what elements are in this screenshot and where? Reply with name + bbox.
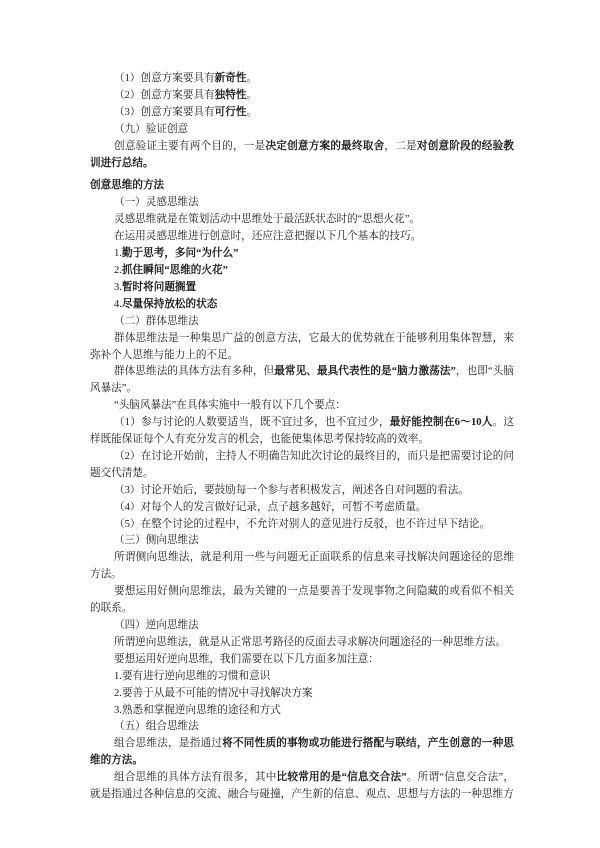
criterion-end: 。 [246,106,258,118]
body-paragraph: 灵感思维就是在策划活动中思维处于最活跃状态时的“思想火花”。 [114,214,421,226]
tip-item: 1.要有进行逆向思维的习惯和意识 [114,670,271,682]
tip-item [90,263,514,280]
verify-lead: 创意验证主要有两个目的，一是 [114,140,266,152]
section-heading: （九）验证创意 [114,123,189,135]
section-heading: （五）组合思维法 [114,721,199,733]
verify-goal-2: 对创意阶段的经验教训进行总结。 [90,140,515,169]
tip-text: 尽量保持放松的状态 [121,298,218,310]
body-paragraph: “头脑风暴法”在具体实施中一般有以下几个要点： [114,400,346,412]
criterion-end: 。 [246,89,258,101]
text-emphasis: 最好能控制在6～10人 [389,417,493,429]
body-paragraph: 所谓逆向思维法，就是从正常思考路径的反面去寻求解决问题途径的一种思维方法。 [114,636,506,648]
body-paragraph: 要想运用好逆向思维，我们需要在以下几方面多加注意： [114,653,379,665]
body-paragraph: 群体思维法是一种集思广益的创意方法，它最大的优势就在于能够利用集体智慧，来弥补个人思维与能力上的不足。 [90,332,514,361]
criterion-item [90,88,514,105]
criterion-end: 。 [246,73,258,84]
verify-mid: ，二是 [384,140,417,152]
point-item: （5）在整个讨论的过程中，不允许对别人的意见进行反驳，也不许过早下结论。 [114,518,491,530]
tip-text: 抓住瞬间“思维的火花” [121,264,228,276]
tip-number: 1. [114,248,122,260]
chapter-title: 创意思维的方法 [90,180,165,192]
criterion-emphasis: 新奇性 [214,73,247,84]
text-run: 群体思维法的具体方法有多种，但 [114,366,275,378]
text-emphasis: 最常见、最具代表性的是“脑力激荡法” [274,366,456,378]
text-run: （1）参与讨论的人数要适当，既不宜过多，也不宜过少， [114,417,390,429]
tip-number: 4. [114,298,122,310]
body-paragraph [90,736,514,770]
text-run: 。这样既能保证每个人有充分发言的机会，也能使集体思考保持较高的效率。 [90,417,515,446]
verify-paragraph [90,139,514,173]
point-item: （4）对每个人的发言做好记录，点子越多越好，可暂不考虑质量。 [114,501,427,513]
tip-text: 勤于思考，多问“为什么” [121,248,239,260]
tip-item: 3.熟悉和掌握逆向思维的途径和方式 [114,704,281,716]
criterion-item [90,71,514,88]
section-heading: （二）群体思维法 [114,315,199,327]
point-item [90,415,514,449]
tip-item [90,246,514,263]
section-heading: （一）灵感思维法 [114,197,199,209]
criterion-label: （3）创意方案要具有 [114,106,215,118]
tip-item: 2.要善于从最不可能的情况中寻找解决方案 [114,687,313,699]
text-emphasis: 比较常用的是“信息交合法” [276,772,407,784]
tip-item [90,280,514,297]
criterion-item [90,105,514,122]
body-paragraph: 在运用灵感思维进行创意时，还应注意把握以下几个基本的技巧。 [114,231,422,243]
body-paragraph [90,364,514,398]
document-page [90,71,514,804]
point-item: （3）讨论开始后，要鼓励每一个参与者积极发言，阐述各自对问题的看法。 [114,484,469,496]
text-run: 组合思维的具体方法有很多，其中 [114,772,277,784]
body-paragraph: 要想运用好侧向思维法，最为关键的一点是要善于发现事物之间隐藏的或看似不相关的联系。 [90,586,514,615]
tip-text: 暂时将问题搁置 [121,281,197,293]
verify-goal-1: 决定创意方案的最终取舍 [265,140,385,152]
section-heading: （三）侧向思维法 [114,535,199,547]
tip-number: 2. [114,264,122,276]
criterion-emphasis: 可行性 [214,106,247,118]
criterion-emphasis: 独特性 [214,89,247,101]
body-paragraph: 所谓侧向思维法，就是利用一些与问题无正面联系的信息来寻找解决问题途径的思维方法。 [90,552,514,581]
tip-number: 3. [114,281,122,293]
text-run: 。所谓“信息交合法”，就是指通过各种信息的交流、融合与碰撞，产生新的信息、观点、思想与方法的一种思维方 [90,772,515,801]
text-emphasis: 将不同性质的事物或功能进行搭配与联结，产生创意的一种思维的方法。 [90,738,515,767]
criterion-label: （1）创意方案要具有 [114,73,215,84]
section-heading: （四）逆向思维法 [114,620,199,631]
text-run: 组合思维法，是指通过 [114,738,223,750]
body-paragraph [90,770,514,804]
criterion-label: （2）创意方案要具有 [114,89,215,101]
point-item: （2）在讨论开始前，主持人不明确告知此次讨论的最终目的，而只是把需要讨论的问题交代清楚。 [90,450,514,479]
text-run: ，也即“头脑风暴法”。 [90,366,515,395]
tip-item [90,297,514,314]
